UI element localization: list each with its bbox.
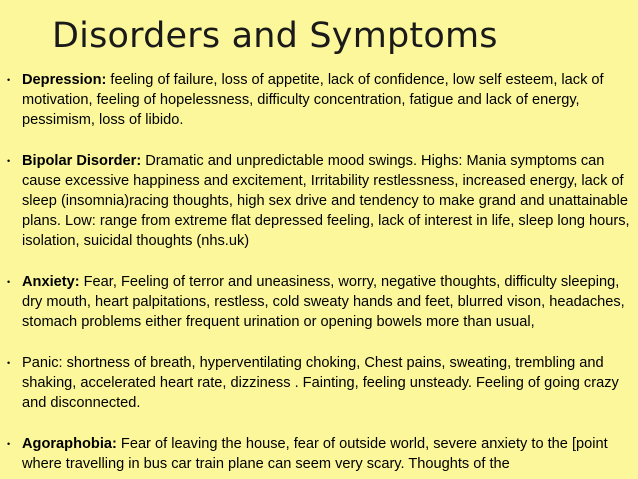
list-item-agoraphobia — [0, 434, 638, 474]
item-text: feeling of failure, loss of appetite, lack of confidence, low self esteem, lack of motivation, feeling of hopelessness, difficulty concentration, fatigue and lack of energy, pessimism, loss of libido. — [22, 72, 604, 128]
slide-title: Disorders and Symptoms — [52, 16, 498, 56]
item-text: Fear, Feeling of terror and uneasiness, worry, negative thoughts, difficulty sleeping, dry mouth, heart palpitations, restless, cold sweaty hands and feet, blurred vison, headaches, stomach problems either frequent urination or opening bowels more than usual, — [22, 274, 625, 330]
list-item-panic — [0, 353, 638, 413]
bullet-icon: • — [7, 358, 11, 368]
list-item-bipolar — [0, 151, 638, 251]
symptom-list — [0, 70, 638, 479]
item-term: Depression: — [22, 72, 107, 88]
bullet-icon: • — [7, 439, 11, 449]
item-text: Dramatic and unpredictable mood swings. Highs: Mania symptoms can cause excessive happiness and excitement, Irritability restlessness, increased energy, lack of sleep (insomnia)racing thoughts, high sex drive and tendency to make grand and unattainable plans. Low: range from extreme flat depressed feeling, lack of interest in life, sleep long hours, isolation, suicidal thoughts (nhs.uk) — [22, 153, 630, 249]
item-term: Agoraphobia: — [22, 436, 117, 452]
item-term: Anxiety: — [22, 274, 80, 290]
list-item-anxiety — [0, 272, 638, 332]
item-term: Bipolar Disorder: — [22, 153, 142, 169]
item-text: Fear of leaving the house, fear of outside world, severe anxiety to the [point where travelling in bus car train plane can seem very scary. Thoughts of the — [22, 436, 608, 472]
bullet-icon: • — [7, 75, 11, 85]
bullet-icon: • — [7, 277, 11, 287]
item-text: Panic: shortness of breath, hyperventilating choking, Chest pains, sweating, trembling and shaking, accelerated heart rate, dizziness . Fainting, feeling unsteady. Feeling of going crazy and disconnected. — [22, 355, 619, 411]
list-item-depression — [0, 70, 638, 130]
bullet-icon: • — [7, 156, 11, 166]
